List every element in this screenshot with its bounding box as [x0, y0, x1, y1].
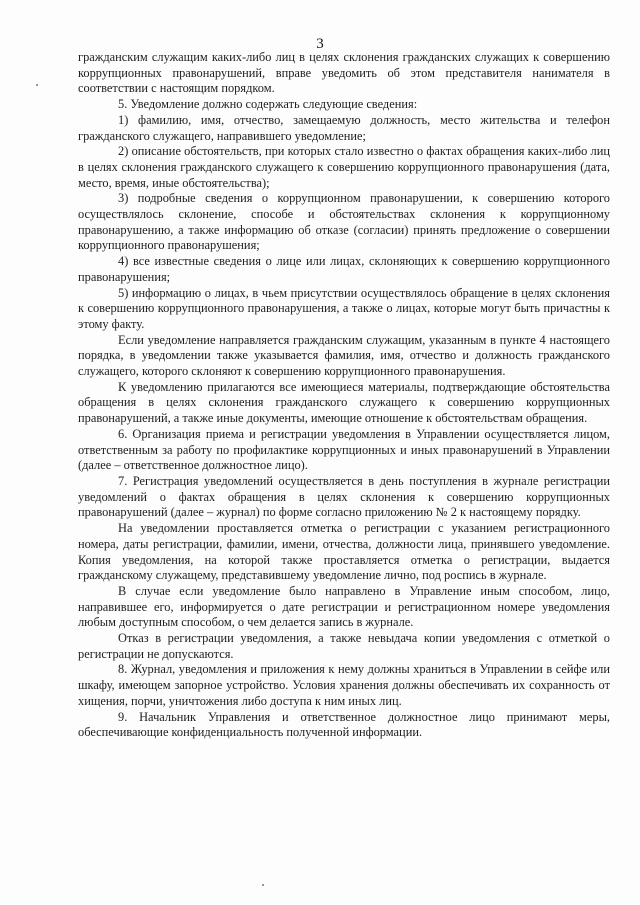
paragraph: 5) информацию о лицах, в чьем присутствии осуществлялось обращение в целях склонения к совершению коррупционного правонарушения, а также о лицах, которые могут быть причастны к этому факту.	[78, 285, 610, 331]
paragraph: В случае если уведомление было направлено в Управление иным способом, лицо, направившее его, информируется о дате регистрации и регистрационном номере уведомления любым доступным способом, о чем делается запись в журнале.	[78, 583, 610, 630]
paragraph: 8. Журнал, уведомления и приложения к нему должны храниться в Управлении в сейфе или шкафу, имеющем запорное устройство. Условия хранения должны обеспечивать их сохранность от хищения, порчи, уничтожения либо доступа к ним иных лиц.	[78, 662, 610, 708]
paragraph: 9. Начальник Управления и ответственное должностное лицо принимают меры, обеспечивающие конфиденциальность полученной информации.	[78, 709, 610, 740]
document-body	[78, 50, 610, 741]
paragraph: 7. Регистрация уведомлений осуществляется в день поступления в журнале регистрации уведомлений о фактах обращения в целях склонения к совершению коррупционных правонарушений (далее – журнал) по форме согласно приложению № 2 к настоящему порядку.	[78, 473, 610, 520]
paragraph: гражданским служащим каких-либо лиц в целях склонения гражданских служащих к совершению коррупционных правонарушений, вправе уведомить об этом представителя нанимателя в соответствии с настоящим порядком.	[78, 50, 610, 96]
paragraph: 1) фамилию, имя, отчество, замещаемую должность, место жительства и телефон гражданского служащего, направившего уведомление;	[78, 112, 610, 143]
paragraph: К уведомлению прилагаются все имеющиеся материалы, подтверждающие обстоятельства обращения в целях склонения гражданского служащего к совершению коррупционных правонарушений, а также иные документы, имеющие отношение к обстоятельствам обращения.	[78, 379, 610, 426]
scan-speck	[262, 884, 264, 886]
paragraph: Если уведомление направляется гражданским служащим, указанным в пункте 4 настоящего порядка, в уведомлении также указывается фамилия, имя, отчество и должность гражданского служащего, которого склоняют к совершению коррупционного правонарушения.	[78, 332, 610, 379]
page-number: 3	[316, 36, 324, 52]
paragraph: 3) подробные сведения о коррупционном правонарушении, к совершению которого осуществлялось склонение, способе и обстоятельствах склонения к коррупционному правонарушению, а также информацию об отказе (согласии) принять предложение о совершении коррупционного правонарушения;	[78, 191, 610, 253]
paragraph: 2) описание обстоятельств, при которых стало известно о фактах обращения каких-либо лиц в целях склонения гражданского служащего к совершению коррупционного правонарушения (дата, место, время, иные обстоятельства);	[78, 144, 610, 190]
paragraph: 5. Уведомление должно содержать следующие сведения:	[118, 97, 418, 112]
scan-speck	[36, 84, 38, 86]
paragraph: 4) все известные сведения о лице или лицах, склоняющих к совершению коррупционного правонарушения;	[78, 254, 610, 284]
paragraph: Отказ в регистрации уведомления, а также невыдача копии уведомления с отметкой о регистрации не допускаются.	[78, 631, 610, 661]
paragraph: На уведомлении проставляется отметка о регистрации с указанием регистрационного номера, даты регистрации, фамилии, имени, отчества, должности лица, принявшего уведомление. Копия уведомления, на которой также проставляется отметка о регистрации, выдается гражданскому служащему, представившему уведомление лично, под роспись в журнале.	[78, 521, 610, 583]
paragraph: 6. Организация приема и регистрации уведомления в Управлении осуществляется лицом, ответственным за работу по профилактике коррупционных и иных правонарушений в Управлении (далее – ответственное должностное лицо).	[78, 426, 610, 473]
